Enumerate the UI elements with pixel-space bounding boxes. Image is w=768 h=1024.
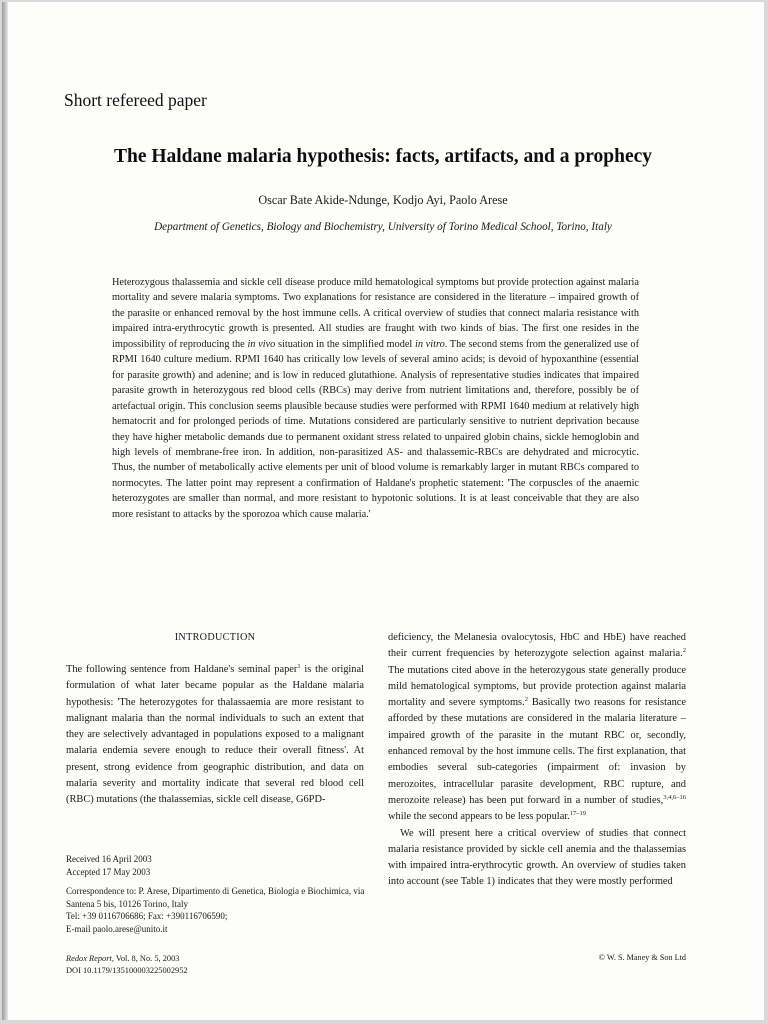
article-type-label: Short refereed paper	[64, 90, 207, 110]
right-text-2: The mutations cited above in the heterozygous state generally produce mild hematological symptoms, but provide protection against malaria mortality and severe symptoms.	[388, 664, 686, 709]
heading-rest: NTRODUCTION	[178, 632, 256, 643]
author-list: Oscar Bate Akide-Ndunge, Kodjo Ayi, Paolo Arese	[258, 193, 508, 207]
abstract-italic-2: in vitro	[414, 338, 445, 350]
journal-volume: , Vol. 8, No. 5, 2003	[111, 954, 180, 963]
copyright-notice: © W. S. Maney & Son Ltd	[598, 953, 686, 962]
abstract-text-2: situation in the simplified model	[275, 338, 415, 350]
section-heading-introduction	[66, 632, 364, 643]
abstract-italic-1: in vivo	[247, 338, 276, 350]
journal-citation	[66, 953, 188, 977]
right-text-4: while the second appears to be less popular.	[388, 811, 570, 823]
correspondence-note	[66, 885, 366, 935]
received-date: Received 16 April 2003	[66, 854, 152, 864]
citation-ref: 1	[297, 663, 301, 670]
intro-paragraph-2: We will present here a critical overview of studies that connect malaria resistance provided by sickle cell anemia and the thalassemias with impaired intra-erythrocytic growth. An overview of studies taken into account (see Table 1) indicates that they were mostly performed	[388, 827, 686, 888]
paper-page	[2, 2, 764, 1020]
abstract	[112, 275, 639, 522]
journal-name: Redox Report	[66, 954, 112, 963]
intro-text-1: The following sentence from Haldane's seminal paper	[66, 664, 298, 675]
submission-dates	[66, 853, 152, 879]
paper-title: The Haldane malaria hypothesis: facts, artifacts, and a prophecy	[113, 146, 653, 167]
intro-text-2: is the original formulation of what later became popular as the Haldane malaria hypothesis: 'The heterozygotes for thalassaemia are more resistant to malignant malaria than the normal individuals to such an extent that they are selectively advantaged in populations exposed to a malignant malaria endemia severe enough to reduce their overall fitness'. At present, strong evidence from geographic distribution, and data on malaria severity and mortality indicate that several red blood cell (RBC) mutations (the thalassemias, sickle cell disease, G6PD-	[66, 664, 364, 806]
right-text-1: deficiency, the Melanesia ovalocytosis, HbC and HbE) have reached their current frequencies by heterozygote selection against malaria.	[388, 632, 686, 660]
right-column	[388, 630, 686, 891]
right-text-3: Basically two reasons for resistance afforded by these mutations are considered in the malaria literature – impaired growth of the parasite in the mutant RBC or, secondly, enhanced removal by the host immune cells. The first explanation, that embodies several sub-categories (impairment of: invasion by merozoites, intracellular parasite development, RBC rupture, and merozoite release) has been put forward in a number of studies,	[388, 697, 687, 806]
intro-paragraph-1-continued	[388, 630, 686, 826]
journal-line	[66, 953, 188, 965]
citation-ref: 2	[524, 696, 528, 704]
citation-ref: 3,4,6–16	[663, 793, 686, 801]
abstract-text-3: . The second stems from the generalized use of RPMI 1640 culture medium. RPMI 1640 has critically low levels of several amino acids; is devoid of hypoxanthine (essential for parasite growth) and adenine; and is low in reduced glutathione. Analysis of representative studies indicates that impaired parasite growth in heterozygous red blood cells (RBCs) may derive from nutrient limitations and, therefore, possibly be of artefactual origin. This conclusion seems plausible because studies were performed with RPMI 1640 medium at relatively high hematocrit and for prolonged periods of time. Mutations considered are particularly sensitive to nutrient deprivation because they have higher metabolic demands due to permanent oxidant stress related to unpaired globin chains, sickle hemoglobin and high levels of membrane-free iron. In addition, non-parasitized AS- and thalassemic-RBCs are dehydrated and microcytic. Thus, the number of metabolically active elements per unit of blood volume is remarkably larger in mutant RBCs compared to normocytes. The latter point may represent a confirmation of Haldane's prophetic statement: 'The corpuscles of the anaemic heterozygotes are smaller than normal, and more resistant to hypotonic solutions. It is at least conceivable that they are also more resistant to attacks by the sporozoa which cause malaria.'	[112, 338, 640, 520]
affiliation: Department of Genetics, Biology and Biochemistry, University of Torino Medical School, Torino, Italy	[154, 221, 612, 233]
doi: DOI 10.1179/135100003225002952	[66, 966, 188, 975]
intro-paragraph-1	[66, 662, 364, 809]
abstract-text-1: Heterozygous thalassemia and sickle cell disease produce mild hematological symptoms but provide protection against malaria mortality and severe malaria symptoms. Two explanations for resistance are considered in the literature – impaired growth of the parasite or enhanced removal by the host immune cells. A critical overview of studies that connect malaria resistance with impaired intra-erythrocytic growth is presented. All studies are fraught with two kinds of bias. The first one resides in the impossibility of reproducing the	[112, 277, 639, 350]
citation-ref: 17–19	[569, 810, 587, 818]
citation-ref: 2	[682, 647, 686, 655]
correspondence-phone: Tel: +39 0116706686; Fax: +390116706590;	[66, 911, 228, 922]
correspondence-email: E-mail paolo.arese@unito.it	[66, 923, 168, 934]
left-column	[66, 630, 364, 809]
heading-initial: I	[174, 632, 179, 643]
correspondence-address: Correspondence to: P. Arese, Dipartimento di Genetica, Biologia e Biochimica, via Santena 5 bis, 10126 Torino, Italy	[66, 886, 365, 909]
accepted-date: Accepted 17 May 2003	[66, 867, 151, 877]
